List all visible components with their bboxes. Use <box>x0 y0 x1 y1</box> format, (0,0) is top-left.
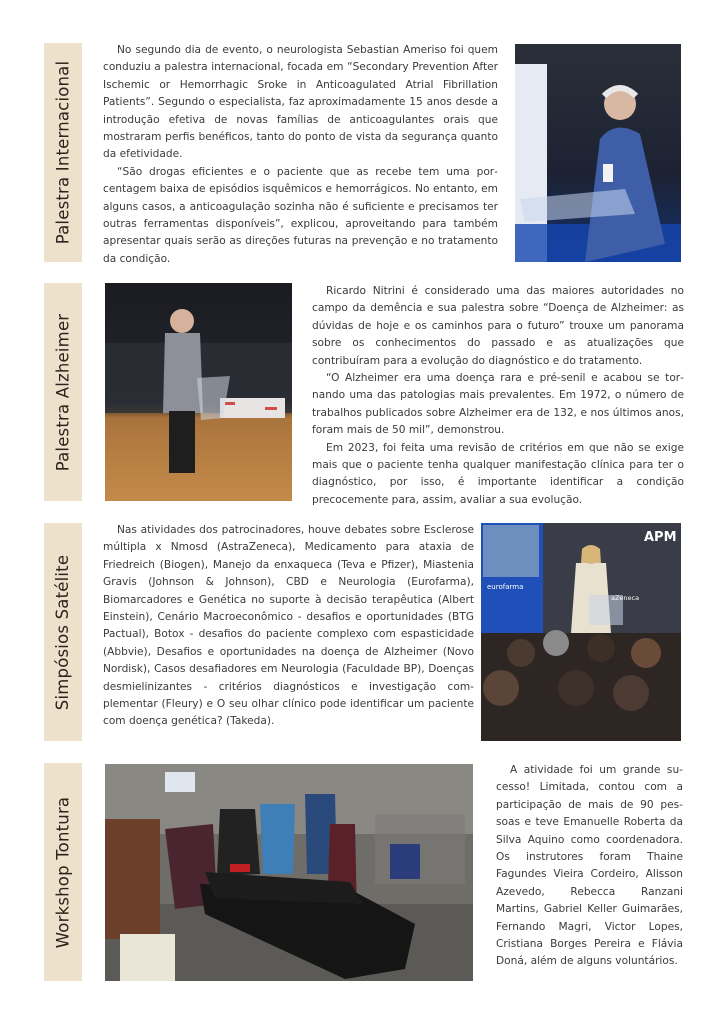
section-label-text: Palestra Internacional <box>53 60 73 245</box>
paragraph: Nas atividades dos patrocinadores, houve debates sobre Esclerose múltipla x Nmosd (AstraZeneca), Medicamento para ataxia de Friedreich (Biogen), Manejo da enxaqueca (Teva e Pfizer), Miastenia Gravis (Johnson & Johnson), CBD e Neurologia (Eurofarma), Biomarcadores e Genética no suporte à decisão terapêutica (Albert Einstein), Cenário Macroeconômico - desafios e oportunidades (BTG Pactual), Botox - desafios do paciente complexo com espasticidade (Abbvie), Desafios e oportunidades na doença de Alzheimer (Novo Nordisk), Casos desafiadores em Neurologia (Faculdade BP), Doenças desmielinizantes - critérios diagnósticos e investigação complementar (Fleury) e O seu olhar clínico pode identificar um paciente com doença genética? (Takeda). <box>103 524 474 728</box>
section-label-text: Simpósios Satélite <box>53 554 73 710</box>
paragraph: “O Alzheimer era uma doença rara e pré-senil e acabou se tornando uma das patologias mais prevalentes. Em 1972, o número de trabalhos publicados sobre Alzheimer era de 132, e nos últimos anos, foram mais de 50 mil”, demonstrou. <box>312 372 684 437</box>
paragraph: A atividade foi um grande sucesso! Limitada, contou com a participação de mais de 90 pessoas e teve Emanuelle Roberta da Silva Aquino como coordenadora. Os instrutores foram Thaine Fagundes Vieira Cordeiro, Alisson Azevedo, Rebecca Ranzani Martins, Gabriel Keller Guimarães, Fernando Magri, Victor Lopes, Cristiana Borges Pereira e Flávia Doná, além de alguns voluntários. <box>496 764 683 968</box>
section-label-simposios-satelite <box>44 523 82 741</box>
section-label-workshop-tontura <box>44 763 82 981</box>
photo-speaker-ameriso <box>515 44 681 262</box>
paragraph: No segundo dia de evento, o neurologista Sebastian Ameriso foi quem conduziu a palestra internacional, focada em “Secondary Prevention After Ischemic or Hemorrhagic Sroke in Anticoagulated Atrial Fibrillation Patients”. Segundo o especialista, faz aproximadamente 15 anos desde a introdução efetiva de novas famílias de anticoagulantes orais que mostraram perfis benéficos, tanto do ponto de vista da segurança quanto da efetividade. <box>103 44 498 161</box>
workshop-tontura-text <box>496 762 683 971</box>
paragraph: “São drogas eficientes e o paciente que as recebe tem uma porcentagem baixa de episódios isquêmicos e hemorrágicos. No entanto, em alguns casos, a anticoagulação sozinha não é suficiente e precisamos ter outras ferramentas disponíveis”, explicou, aproveitando para também apresentar quais serão as direções futuras na prevenção e no tratamento da condição. <box>103 165 498 265</box>
paragraph: Ricardo Nitrini é considerado uma das maiores autoridades no campo da demência e sua palestra sobre “Doença de Alzheimer: as dúvidas de hoje e os caminhos para o futuro” trouxe um panorama sobre os conhecimentos do passado e as atualizações que contribuíram para a evolução do diagnóstico e do tratamento. <box>312 285 684 367</box>
photo-satellite-symposium <box>481 523 681 741</box>
sign-eurofarma: eurofarma <box>487 583 524 591</box>
section-label-palestra-alzheimer <box>44 283 82 501</box>
section-label-palestra-internacional <box>44 43 82 262</box>
simposios-satelite-text <box>103 522 474 731</box>
section-label-text: Palestra Alzheimer <box>53 313 73 471</box>
paragraph: Em 2023, foi feita uma revisão de critérios em que não se exige mais que o paciente tenha qualquer manifestação clínica para ter o diagnóstico, por isso, é importante identificar a condição precocemente para, assim, avaliar a sua evolução. <box>312 441 684 506</box>
palestra-internacional-text <box>103 42 498 268</box>
sign-astrazeneca: aZeneca <box>611 594 640 602</box>
section-label-text: Workshop Tontura <box>53 796 73 948</box>
photo-workshop <box>105 764 473 981</box>
palestra-alzheimer-text <box>312 283 684 509</box>
photo-speaker-nitrini <box>105 283 292 501</box>
sign-apm: APM <box>644 530 677 545</box>
